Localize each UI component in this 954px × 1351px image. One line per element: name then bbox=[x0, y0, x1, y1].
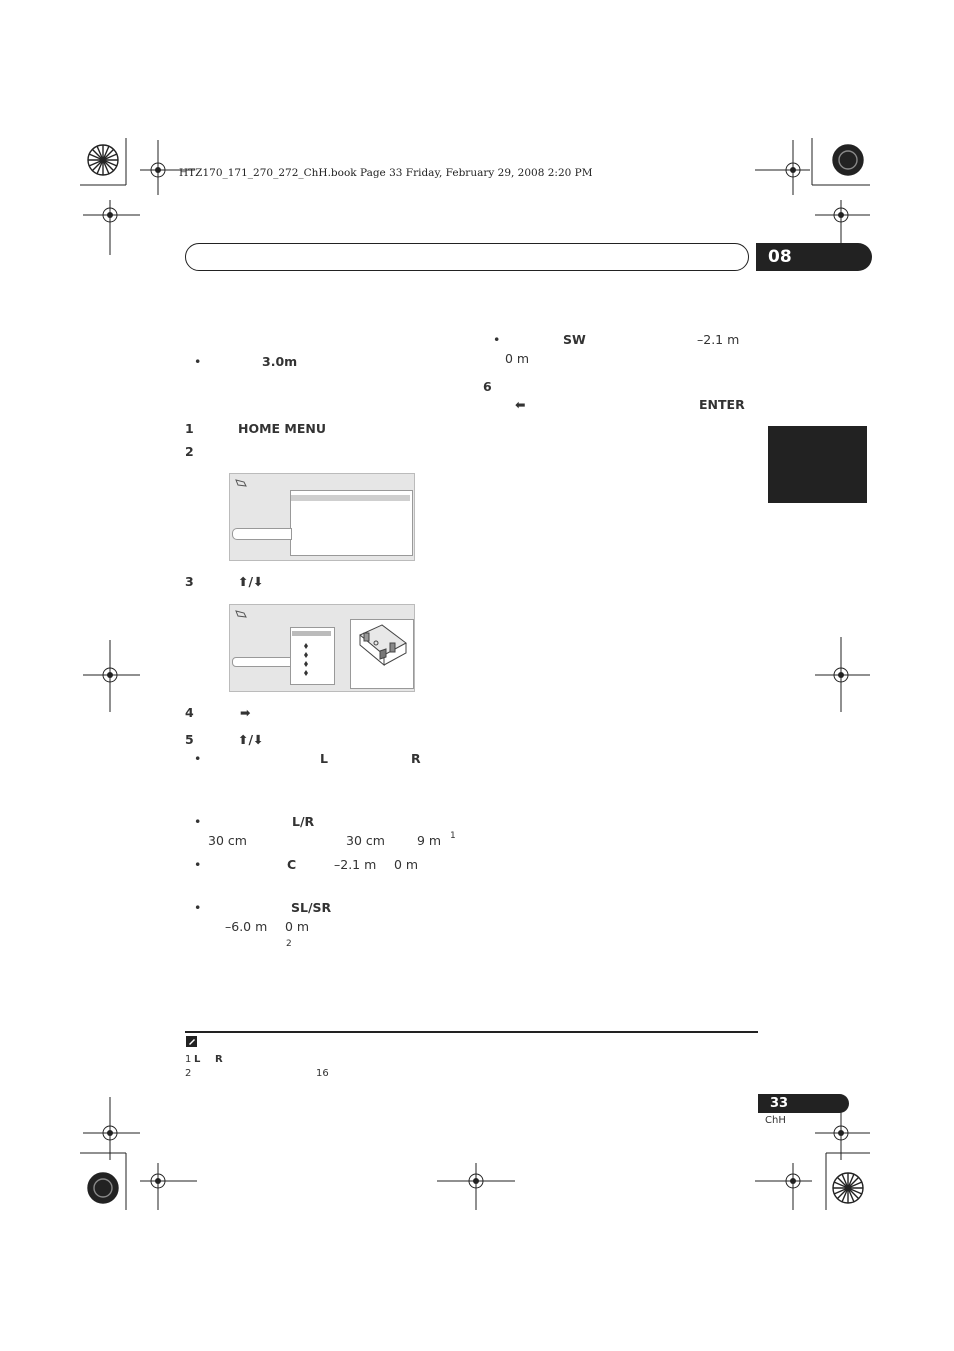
front-min-distance: 30 cm bbox=[208, 833, 247, 848]
page-language-code: ChH bbox=[765, 1115, 786, 1126]
bullet: • bbox=[194, 354, 202, 369]
subwoofer-min-distance: –2.1 m bbox=[697, 332, 740, 347]
home-menu-screen bbox=[229, 473, 415, 561]
footnote-ref: 2 bbox=[286, 939, 292, 949]
step-number: 2 bbox=[185, 444, 194, 459]
surround-max-distance: 0 m bbox=[285, 919, 310, 934]
menu-highlight-row bbox=[291, 495, 410, 501]
disc-icon bbox=[234, 609, 248, 619]
disc-icon bbox=[234, 478, 248, 488]
footnote-rule bbox=[185, 1031, 758, 1033]
menu-left-tab bbox=[232, 528, 292, 540]
footnote-number: 2 bbox=[185, 1068, 192, 1079]
bullet: • bbox=[194, 857, 202, 872]
subwoofer-label: SW bbox=[563, 332, 586, 347]
step-number: 4 bbox=[185, 705, 194, 720]
front-speaker-label: L/R bbox=[292, 814, 315, 829]
chapter-title-bar bbox=[185, 243, 749, 271]
right-channel-label: R bbox=[411, 751, 421, 766]
language-side-tab bbox=[768, 426, 867, 503]
center-min-distance: –2.1 m bbox=[334, 857, 377, 872]
surround-speaker-label: SL/SR bbox=[291, 900, 332, 915]
footnote-number: 1 bbox=[185, 1054, 192, 1065]
header-file-info: HTZ170_171_270_272_ChH.book Page 33 Friday, February 29, 2008 2:20 PM bbox=[179, 167, 593, 179]
center-speaker-label: C bbox=[287, 857, 297, 872]
step-number: 3 bbox=[185, 574, 194, 589]
bullet: • bbox=[493, 332, 501, 347]
step-number: 1 bbox=[185, 421, 194, 436]
return-arrow: ⬅ bbox=[515, 397, 526, 412]
footnote-right-label: R bbox=[215, 1054, 223, 1065]
step-number: 6 bbox=[483, 379, 492, 394]
speaker-list-bullets bbox=[290, 627, 334, 683]
footnote-page-ref: 16 bbox=[316, 1068, 329, 1079]
up-down-arrows: ⬆/⬇ bbox=[238, 732, 264, 747]
up-down-arrows: ⬆/⬇ bbox=[238, 574, 264, 589]
page-number-tab bbox=[758, 1094, 849, 1113]
surround-min-distance: –6.0 m bbox=[225, 919, 268, 934]
footnote-ref: 1 bbox=[450, 831, 456, 841]
right-arrow: ➡ bbox=[240, 705, 251, 720]
front-max-distance: 9 m bbox=[417, 833, 442, 848]
menu-left-tab bbox=[232, 657, 292, 667]
note-icon bbox=[186, 1036, 198, 1048]
bullet: • bbox=[194, 751, 202, 766]
speaker-distance-screen bbox=[229, 604, 415, 692]
default-distance-value: 3.0m bbox=[262, 354, 298, 369]
subwoofer-max-distance: 0 m bbox=[505, 351, 530, 366]
bullet: • bbox=[194, 814, 202, 829]
room-speaker-icon bbox=[352, 621, 412, 685]
front-step-distance: 30 cm bbox=[346, 833, 385, 848]
chapter-number-tab bbox=[756, 243, 872, 271]
chapter-number: 08 bbox=[768, 247, 792, 267]
center-max-distance: 0 m bbox=[394, 857, 419, 872]
enter-label: ENTER bbox=[699, 397, 745, 412]
left-channel-label: L bbox=[320, 751, 328, 766]
bullet: • bbox=[194, 900, 202, 915]
home-menu-label: HOME MENU bbox=[238, 421, 327, 436]
page-number: 33 bbox=[770, 1096, 789, 1111]
step-number: 5 bbox=[185, 732, 194, 747]
footnote-left-label: L bbox=[194, 1054, 201, 1065]
